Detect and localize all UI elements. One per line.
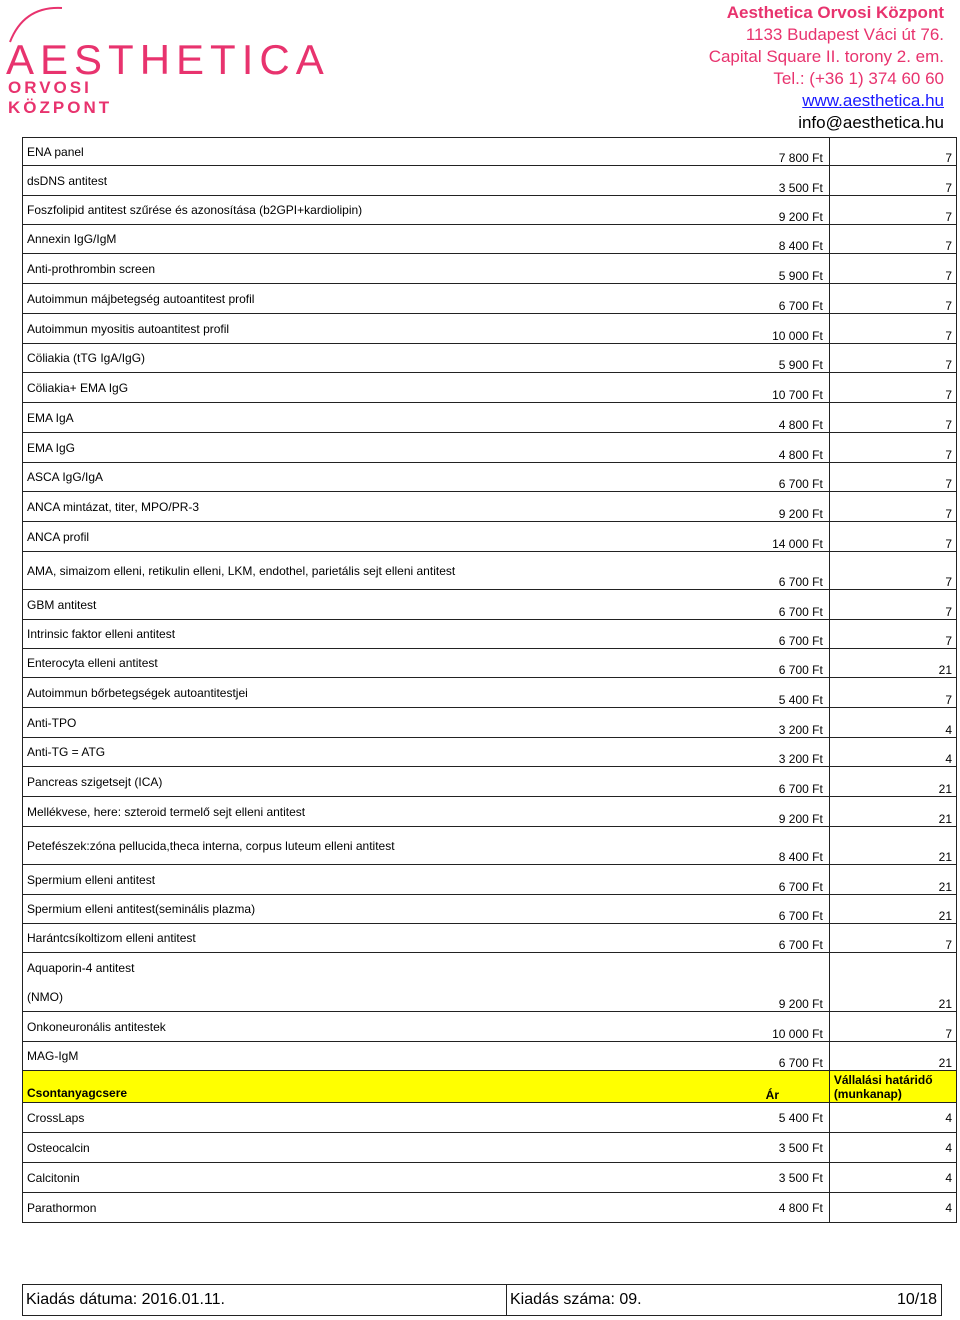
row-name: Anti-TG = ATG	[23, 738, 762, 767]
section-title: Csontanyagcsere	[23, 1071, 762, 1103]
row-price: 3 500 Ft	[762, 166, 830, 196]
logo-subtitle-2: KÖZPONT	[8, 98, 113, 117]
row-price: 5 900 Ft	[762, 344, 830, 373]
row-deadline: 21	[829, 895, 956, 924]
table-row	[23, 620, 957, 649]
row-deadline: 21	[829, 649, 956, 678]
row-deadline: 7	[829, 924, 956, 953]
row-name: ANCA profil	[23, 522, 762, 552]
table-row	[23, 552, 957, 590]
table-row	[23, 463, 957, 492]
footer-issue-date: Kiadás dátuma: 2016.01.11.	[23, 1285, 507, 1315]
table-row	[23, 1193, 957, 1223]
table-row	[23, 590, 957, 620]
row-name: Autoimmun myositis autoantitest profil	[23, 314, 762, 344]
table-row	[23, 767, 957, 797]
footer-issue-number: Kiadás száma: 09.	[510, 1291, 642, 1308]
table-row	[23, 983, 957, 1012]
row-name: Onkoneuronális antitestek	[23, 1012, 762, 1042]
row-price: 7 800 Ft	[762, 138, 830, 166]
row-name: Petefészek:zóna pellucida,theca interna, corpus luteum elleni antitest	[23, 827, 762, 865]
table-row	[23, 284, 957, 314]
row-name: Osteocalcin	[23, 1133, 762, 1163]
row-deadline: 21	[829, 767, 956, 797]
table-row	[23, 492, 957, 522]
row-name: MAG-IgM	[23, 1042, 762, 1071]
table-row	[23, 924, 957, 953]
row-deadline: 7	[829, 492, 956, 522]
row-price: 9 200 Ft	[762, 196, 830, 225]
company-email[interactable]: info@aesthetica.hu	[798, 113, 944, 132]
row-price: 6 700 Ft	[762, 590, 830, 620]
table-row	[23, 225, 957, 254]
row-deadline: 7	[829, 284, 956, 314]
table-row	[23, 678, 957, 708]
row-name: GBM antitest	[23, 590, 762, 620]
table-row	[23, 1103, 957, 1133]
row-deadline	[829, 953, 956, 983]
row-price: 5 400 Ft	[762, 1103, 830, 1133]
company-website-link[interactable]: www.aesthetica.hu	[802, 91, 944, 110]
row-name: Autoimmun bőrbetegségek autoantitestjei	[23, 678, 762, 708]
table-row	[23, 649, 957, 678]
row-name: Anti-prothrombin screen	[23, 254, 762, 284]
row-price: 4 800 Ft	[762, 403, 830, 433]
row-deadline: 7	[829, 433, 956, 463]
row-price: 14 000 Ft	[762, 522, 830, 552]
row-price: 10 000 Ft	[762, 1012, 830, 1042]
table-row	[23, 827, 957, 865]
company-info	[709, 2, 944, 134]
row-price: 9 200 Ft	[762, 492, 830, 522]
table-row	[23, 797, 957, 827]
row-deadline: 4	[829, 708, 956, 738]
row-name: EMA IgA	[23, 403, 762, 433]
table-row	[23, 314, 957, 344]
row-deadline: 7	[829, 373, 956, 403]
company-address: 1133 Budapest Váci út 76.	[745, 25, 944, 44]
row-name: Anti-TPO	[23, 708, 762, 738]
row-name: CrossLaps	[23, 1103, 762, 1133]
row-deadline: 7	[829, 590, 956, 620]
table-row	[23, 344, 957, 373]
table-row	[23, 895, 957, 924]
price-table-body	[23, 138, 957, 1223]
row-name: Pancreas szigetsejt (ICA)	[23, 767, 762, 797]
row-price: 6 700 Ft	[762, 552, 830, 590]
row-price: 6 700 Ft	[762, 767, 830, 797]
row-name: (NMO)	[23, 983, 762, 1012]
row-price: 6 700 Ft	[762, 924, 830, 953]
row-name: dsDNS antitest	[23, 166, 762, 196]
row-name: Spermium elleni antitest	[23, 865, 762, 895]
table-row	[23, 865, 957, 895]
row-name: ASCA IgG/IgA	[23, 463, 762, 492]
logo-subtitle-1: ORVOSI	[8, 78, 92, 97]
row-name: Aquaporin-4 antitest	[23, 953, 762, 983]
row-price	[762, 953, 830, 983]
row-deadline: 7	[829, 314, 956, 344]
row-deadline: 7	[829, 344, 956, 373]
row-name: Foszfolipid antitest szűrése és azonosítása (b2GPI+kardiolipin)	[23, 196, 762, 225]
row-deadline: 7	[829, 403, 956, 433]
row-deadline: 4	[829, 738, 956, 767]
page-footer	[22, 1284, 942, 1316]
row-name: AMA, simaizom elleni, retikulin elleni, LKM, endothel, parietális sejt elleni antitest	[23, 552, 762, 590]
row-deadline: 7	[829, 138, 956, 166]
price-table	[22, 137, 957, 1223]
row-name: ENA panel	[23, 138, 762, 166]
footer-page-number: 10/18	[896, 1291, 937, 1308]
section-header-row	[23, 1071, 957, 1103]
row-price: 3 200 Ft	[762, 738, 830, 767]
table-row	[23, 1012, 957, 1042]
row-name: Cöliakia (tTG IgA/IgG)	[23, 344, 762, 373]
table-row	[23, 138, 957, 166]
row-price: 4 800 Ft	[762, 433, 830, 463]
row-price: 6 700 Ft	[762, 1042, 830, 1071]
table-row	[23, 1163, 957, 1193]
table-row	[23, 1133, 957, 1163]
logo-wordmark: AESTHETICA	[6, 36, 330, 83]
row-price: 10 700 Ft	[762, 373, 830, 403]
row-price: 10 000 Ft	[762, 314, 830, 344]
row-price: 3 500 Ft	[762, 1133, 830, 1163]
row-deadline: 7	[829, 254, 956, 284]
table-row	[23, 403, 957, 433]
row-deadline: 21	[829, 1042, 956, 1071]
price-header: Ár	[762, 1071, 830, 1103]
row-name: Annexin IgG/IgM	[23, 225, 762, 254]
table-row	[23, 708, 957, 738]
row-price: 6 700 Ft	[762, 463, 830, 492]
table-row	[23, 522, 957, 552]
row-deadline: 7	[829, 463, 956, 492]
row-name: Spermium elleni antitest(seminális plazma)	[23, 895, 762, 924]
row-name: Autoimmun májbetegség autoantitest profil	[23, 284, 762, 314]
company-building: Capital Square II. torony 2. em.	[708, 47, 944, 66]
company-logo	[2, 4, 330, 117]
table-row	[23, 953, 957, 983]
row-name: Calcitonin	[23, 1163, 762, 1193]
deadline-header: Vállalási határidő (munkanap)	[829, 1071, 956, 1103]
row-name: Harántcsíkoltizom elleni antitest	[23, 924, 762, 953]
row-deadline: 4	[829, 1193, 956, 1223]
row-price: 3 200 Ft	[762, 708, 830, 738]
company-name: Aesthetica Orvosi Központ	[726, 3, 944, 22]
row-name: Enterocyta elleni antitest	[23, 649, 762, 678]
row-deadline: 7	[829, 552, 956, 590]
row-name: EMA IgG	[23, 433, 762, 463]
row-price: 6 700 Ft	[762, 895, 830, 924]
row-deadline: 7	[829, 225, 956, 254]
row-name: Parathormon	[23, 1193, 762, 1223]
row-price: 6 700 Ft	[762, 284, 830, 314]
row-name: Cöliakia+ EMA IgG	[23, 373, 762, 403]
row-price: 9 200 Ft	[762, 797, 830, 827]
row-deadline: 21	[829, 797, 956, 827]
row-name: ANCA mintázat, titer, MPO/PR-3	[23, 492, 762, 522]
row-name: Mellékvese, here: szteroid termelő sejt elleni antitest	[23, 797, 762, 827]
row-price: 8 400 Ft	[762, 225, 830, 254]
row-price: 3 500 Ft	[762, 1163, 830, 1193]
row-price: 8 400 Ft	[762, 827, 830, 865]
row-deadline: 21	[829, 983, 956, 1012]
table-row	[23, 196, 957, 225]
row-deadline: 7	[829, 166, 956, 196]
row-price: 6 700 Ft	[762, 865, 830, 895]
table-row	[23, 373, 957, 403]
row-deadline: 7	[829, 620, 956, 649]
table-row	[23, 254, 957, 284]
row-name: Intrinsic faktor elleni antitest	[23, 620, 762, 649]
row-price: 9 200 Ft	[762, 983, 830, 1012]
row-price: 6 700 Ft	[762, 620, 830, 649]
row-deadline: 7	[829, 678, 956, 708]
table-row	[23, 738, 957, 767]
row-price: 5 400 Ft	[762, 678, 830, 708]
row-price: 5 900 Ft	[762, 254, 830, 284]
row-price: 6 700 Ft	[762, 649, 830, 678]
table-row	[23, 433, 957, 463]
company-phone: Tel.: (+36 1) 374 60 60	[773, 69, 944, 88]
row-deadline: 4	[829, 1163, 956, 1193]
row-deadline: 21	[829, 827, 956, 865]
row-price: 4 800 Ft	[762, 1193, 830, 1223]
table-row	[23, 1042, 957, 1071]
row-deadline: 7	[829, 522, 956, 552]
footer-right	[507, 1285, 941, 1315]
row-deadline: 7	[829, 1012, 956, 1042]
row-deadline: 21	[829, 865, 956, 895]
row-deadline: 4	[829, 1103, 956, 1133]
table-row	[23, 166, 957, 196]
row-deadline: 7	[829, 196, 956, 225]
row-deadline: 4	[829, 1133, 956, 1163]
